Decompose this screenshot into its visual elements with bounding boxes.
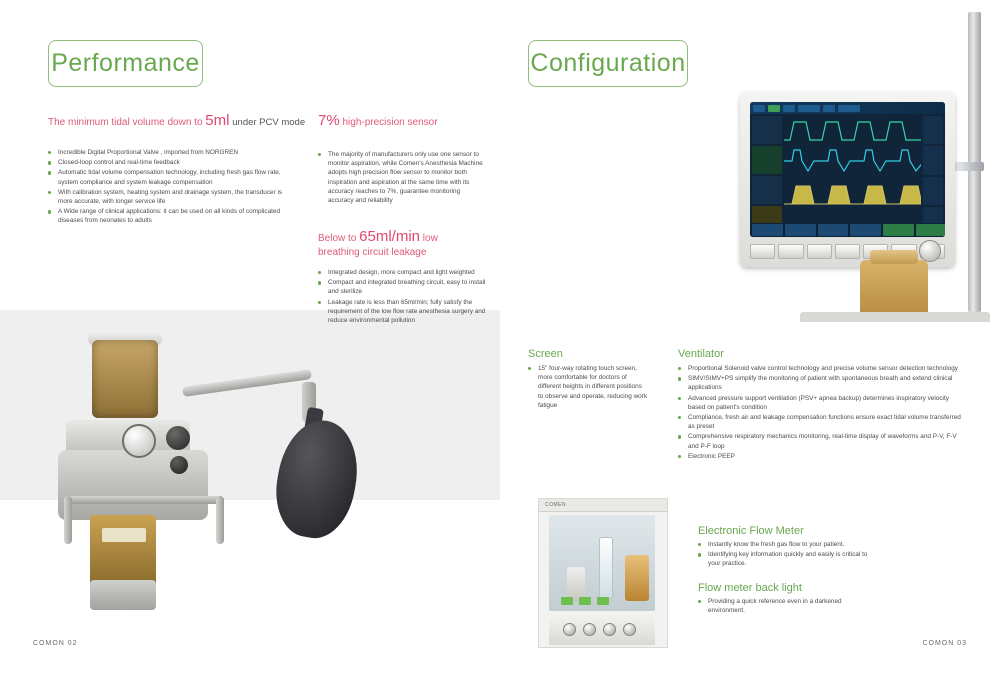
flow-meter-back-light-led bbox=[597, 597, 609, 605]
list-item: Integrated design, more compact and light weighted bbox=[318, 268, 486, 277]
monitor-topbar-chip bbox=[798, 105, 820, 112]
footer-page-number-right: COMON 03 bbox=[922, 640, 967, 647]
carry-handle bbox=[64, 496, 224, 504]
cabinet-knob bbox=[623, 623, 636, 636]
bullet-list-screen bbox=[528, 364, 648, 411]
cabinet-knob bbox=[603, 623, 616, 636]
list-item: The majority of manufacturers only use one sensor to monitor aspiration, while Comen's Anesthesia Machine adopts high precision flow sensor to monitor both inspiration and aspiration at the same time with its accuracy reaches to 7%, guarantee monitoring accuracy and reliability bbox=[318, 150, 486, 205]
flow-meter-tube bbox=[599, 537, 613, 599]
stat-leak-suffix2: breathing circuit leakage bbox=[318, 247, 427, 258]
selector-knob bbox=[170, 456, 188, 474]
anesthesia-cart-top bbox=[800, 312, 990, 322]
monitor-param-cell bbox=[752, 146, 782, 174]
waveform-row-flow bbox=[784, 147, 921, 175]
monitor-topbar-chip bbox=[823, 105, 835, 112]
flow-meter-back-light-led bbox=[561, 597, 573, 605]
support-arm bbox=[182, 369, 312, 397]
flow-meter-back-light-led bbox=[579, 597, 591, 605]
list-item: Leakage rate is less than 65ml/min; fully satisfy the requirement of the low flow rate anesthesia surgery and reduce environmental pollution bbox=[318, 298, 486, 326]
monitor-param-cell bbox=[923, 116, 943, 144]
list-item: Advanced pressure support ventilation (PSV+ apnea backup) determines inspiratory velocity based on patient's condition bbox=[678, 394, 968, 412]
monitor-right-column bbox=[923, 116, 943, 235]
list-item: Instantly know the fresh gas flow to your patient. bbox=[698, 540, 878, 549]
monitor-rotary-knob bbox=[919, 240, 941, 262]
stat-leak-suffix: low bbox=[422, 233, 438, 244]
sub-heading-ventilator: Ventilator bbox=[678, 348, 724, 360]
list-item: Identifying key information quickly and easily is critical to your practice. bbox=[698, 550, 878, 568]
list-item: Incredible Digital Proportional Valve , imported from NORGREN bbox=[48, 148, 298, 157]
monitor-softkey bbox=[916, 224, 945, 236]
section-heading-configuration bbox=[528, 40, 688, 87]
stat-leak-value: 65ml/min bbox=[359, 228, 420, 245]
list-item: Electronic PEEP bbox=[678, 452, 968, 461]
footer-page-number-left: COMON 02 bbox=[33, 640, 78, 647]
bullet-list-flow-meter bbox=[698, 540, 878, 570]
bullet-list-tidal bbox=[48, 148, 298, 227]
list-item: Compact and integrated breathing circuit, easy to install and sterilize bbox=[318, 278, 486, 296]
list-item: A Wide range of clinical applications: it can be used on all kinds of complicated diseases from neonates to adults bbox=[48, 207, 298, 225]
stat-tidal-prefix: The minimum tidal volume down to bbox=[48, 117, 203, 128]
monitor-param-cell bbox=[752, 176, 782, 204]
list-item: SIMV/SIMV+PS simplify the monitoring of patient with spontaneous breath and extend clinical applications bbox=[678, 374, 968, 392]
stat-tidal-suffix: under PCV mode bbox=[232, 117, 306, 128]
bullet-list-sensor bbox=[318, 150, 486, 206]
section-heading-performance bbox=[48, 40, 203, 87]
cabinet-knob bbox=[583, 623, 596, 636]
monitor-waveform-area bbox=[784, 116, 921, 235]
monitor-param-cell bbox=[752, 116, 782, 144]
list-item: Automatic tidal volume compensation technology, including fresh gas flow rate, system compliance and system leakage compensation bbox=[48, 168, 298, 186]
section-heading-performance-label: Performance bbox=[51, 49, 200, 77]
stat-sensor-suffix: high-precision sensor bbox=[342, 117, 438, 128]
monitor-softkey bbox=[752, 224, 783, 236]
monitor-key bbox=[807, 244, 832, 259]
sub-heading-flow-meter-back-light: Flow meter back light bbox=[698, 582, 802, 594]
vaporizer-bottle bbox=[625, 555, 649, 601]
sub-heading-screen: Screen bbox=[528, 348, 563, 360]
anesthesia-monitor-photo bbox=[700, 12, 1000, 322]
waveform-row-pressure bbox=[784, 116, 921, 144]
monitor-key bbox=[750, 244, 775, 259]
cabinet-knob bbox=[563, 623, 576, 636]
monitor-param-cell bbox=[923, 177, 943, 205]
list-item: Proportional Solenoid valve control technology and precise volume sensor detection technology bbox=[678, 364, 968, 373]
flow-meter-cabinet-photo bbox=[538, 498, 668, 648]
monitor-left-column bbox=[752, 116, 782, 234]
bullet-list-ventilator bbox=[678, 364, 968, 462]
list-item: Comprehensive respiratory mechanics monitoring, real-time display of waveforms and P-V, F-V and P-F loop bbox=[678, 432, 968, 450]
monitor-key bbox=[835, 244, 860, 259]
secondary-bottle bbox=[567, 567, 585, 601]
breathing-bag bbox=[268, 414, 365, 544]
stat-sensor-value: 7% bbox=[318, 112, 340, 129]
monitor-topbar-chip bbox=[753, 105, 765, 112]
monitor-top-bar bbox=[750, 102, 945, 114]
monitor-screen bbox=[750, 102, 945, 237]
monitor-softkey bbox=[850, 224, 881, 236]
stat-tidal-volume bbox=[48, 114, 328, 130]
list-item: 15" four-way rotating touch screen, more comfortable for doctors of different heights in different positions to observe and operate, reducing work fatigue bbox=[528, 364, 648, 410]
monitor-topbar-chip bbox=[768, 105, 780, 112]
monitor-softkey bbox=[818, 224, 849, 236]
list-item: With calibration system, heating system and drainage system, the transducer is more accurate, with longer service life bbox=[48, 188, 298, 206]
list-item: Closed-loop control and real-time feedback bbox=[48, 158, 298, 167]
list-item: Providing a quick reference even in a darkened environment. bbox=[698, 597, 878, 615]
carry-handle-right-post bbox=[216, 496, 224, 544]
carry-handle-left-post bbox=[64, 496, 72, 544]
stat-leakage bbox=[318, 230, 498, 260]
monitor-topbar-chip bbox=[838, 105, 860, 112]
sub-heading-electronic-flow-meter: Electronic Flow Meter bbox=[698, 525, 804, 537]
stat-tidal-value: 5ml bbox=[205, 112, 230, 129]
canister-label bbox=[102, 528, 146, 542]
cabinet-control-panel bbox=[549, 613, 655, 645]
list-item: Compliance, fresh air and leakage compensation functions ensure exact tidal volume transferred as preset bbox=[678, 413, 968, 431]
waveform-row-co2 bbox=[784, 178, 921, 206]
cabinet-brand-label: COMEN bbox=[539, 499, 668, 512]
monitor-body bbox=[740, 92, 955, 267]
monitor-softkey bbox=[883, 224, 914, 236]
pressure-gauge bbox=[122, 424, 156, 458]
stat-leak-prefix: Below to bbox=[318, 233, 357, 244]
monitor-softkey bbox=[785, 224, 816, 236]
apl-valve-knob bbox=[166, 426, 190, 450]
section-heading-configuration-label: Configuration bbox=[530, 49, 686, 77]
monitor-bottom-bar bbox=[750, 223, 945, 237]
bullet-list-back-light bbox=[698, 597, 878, 616]
stat-sensor bbox=[318, 114, 498, 130]
bellows-canister bbox=[92, 340, 158, 418]
breathing-system-photo bbox=[30, 330, 450, 630]
monitor-param-cell bbox=[923, 146, 943, 174]
monitor-key bbox=[778, 244, 803, 259]
monitor-topbar-chip bbox=[783, 105, 795, 112]
soda-lime-canister-base bbox=[90, 580, 156, 610]
soda-lime-canister bbox=[90, 515, 156, 587]
bullet-list-leakage bbox=[318, 268, 486, 326]
